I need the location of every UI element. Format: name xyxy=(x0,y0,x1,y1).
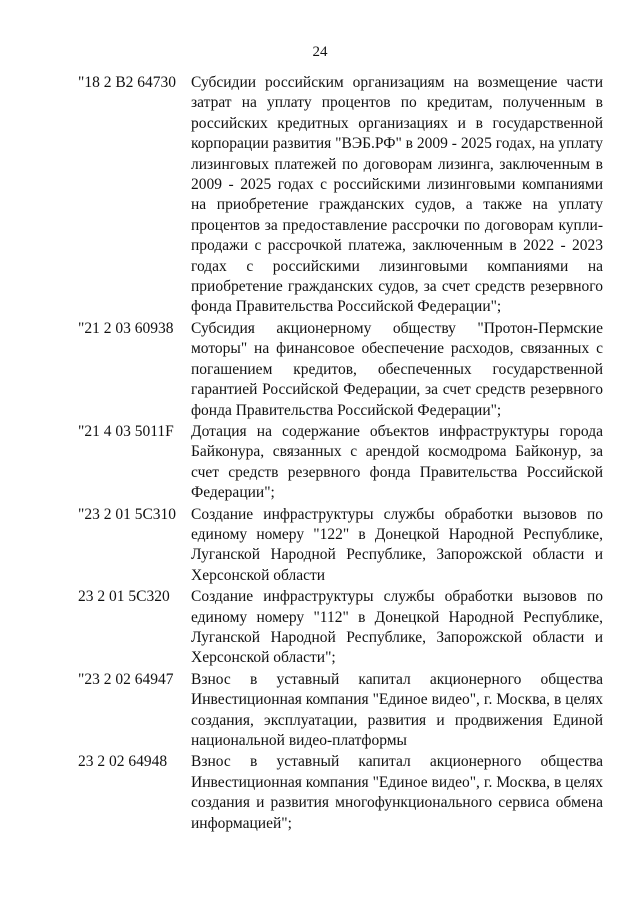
entry-description: Субсидии российским организациям на возмещение части затрат на уплату процентов по кредитам, полученным в российских кредитных организациях и в государственной корпорации развития "ВЭБ.РФ" в 2009 - 2025 годах, на уплату лизинговых платежей по договорам лизинга, заключенным в 2009 - 2025 годах с российскими лизинговыми компаниями на приобретение гражданских судов, а также на уплату процентов за предоставление рассрочки по договорам купли-продажи с рассрочкой платежа, заключенным в 2022 - 2023 годах с российскими лизинговыми компаниями на приобретение гражданских судов, за счет средств резервного фонда Правительства Российской Федерации"; xyxy=(191,74,603,316)
entry-code: 23 2 01 5С320 xyxy=(78,588,170,606)
list-item xyxy=(78,73,603,318)
entry-description: Взнос в уставный капитал акционерного общества Инвестиционная компания "Единое видео", г. Москва, в целях создания и развития многофункционального сервиса обмена информацией"; xyxy=(191,753,603,832)
entry-code: "21 2 03 60938 xyxy=(78,319,174,337)
entry-code: 23 2 02 64948 xyxy=(78,753,168,771)
entry-description: Создание инфраструктуры службы обработки вызовов по единому номеру "112" в Донецкой Народной Республике, Луганской Народной Республике, Запорожской области и Херсонской области"; xyxy=(191,588,603,667)
entry-description: Субсидия акционерному обществу "Протон-Пермские моторы" на финансовое обеспечение расходов, связанных с погашением кредитов, обеспеченных государственной гарантией Российской Федерации, за счет средств резервного фонда Правительства Российской Федерации"; xyxy=(191,319,603,419)
list-item xyxy=(78,670,603,752)
entry-code: "23 2 02 64947 xyxy=(78,670,174,688)
list-item xyxy=(78,422,603,504)
entry-description: Взнос в уставный капитал акционерного общества Инвестиционная компания "Единое видео", г. Москва, в целях создания, эксплуатации, развития и продвижения Единой национальной видео-платформы xyxy=(191,670,603,749)
entry-code: "23 2 01 5С310 xyxy=(78,505,177,523)
entry-description: Создание инфраструктуры службы обработки вызовов по единому номеру "122" в Донецкой Народной Республике, Луганской Народной Республике, Запорожской области и Херсонской области xyxy=(191,505,603,584)
page-number: 24 xyxy=(312,44,328,60)
entry-code: "18 2 В2 64730 xyxy=(78,74,177,91)
budget-classification-list xyxy=(78,73,603,835)
list-item xyxy=(78,752,603,834)
list-item xyxy=(78,319,603,421)
list-item xyxy=(78,505,603,587)
list-item xyxy=(78,587,603,669)
entry-code: "21 4 03 5011F xyxy=(78,422,174,440)
entry-description: Дотация на содержание объектов инфраструктуры города Байконура, связанных с арендой космодрома Байконур, за счет средств резервного фонда Правительства Российской Федерации"; xyxy=(191,422,603,502)
